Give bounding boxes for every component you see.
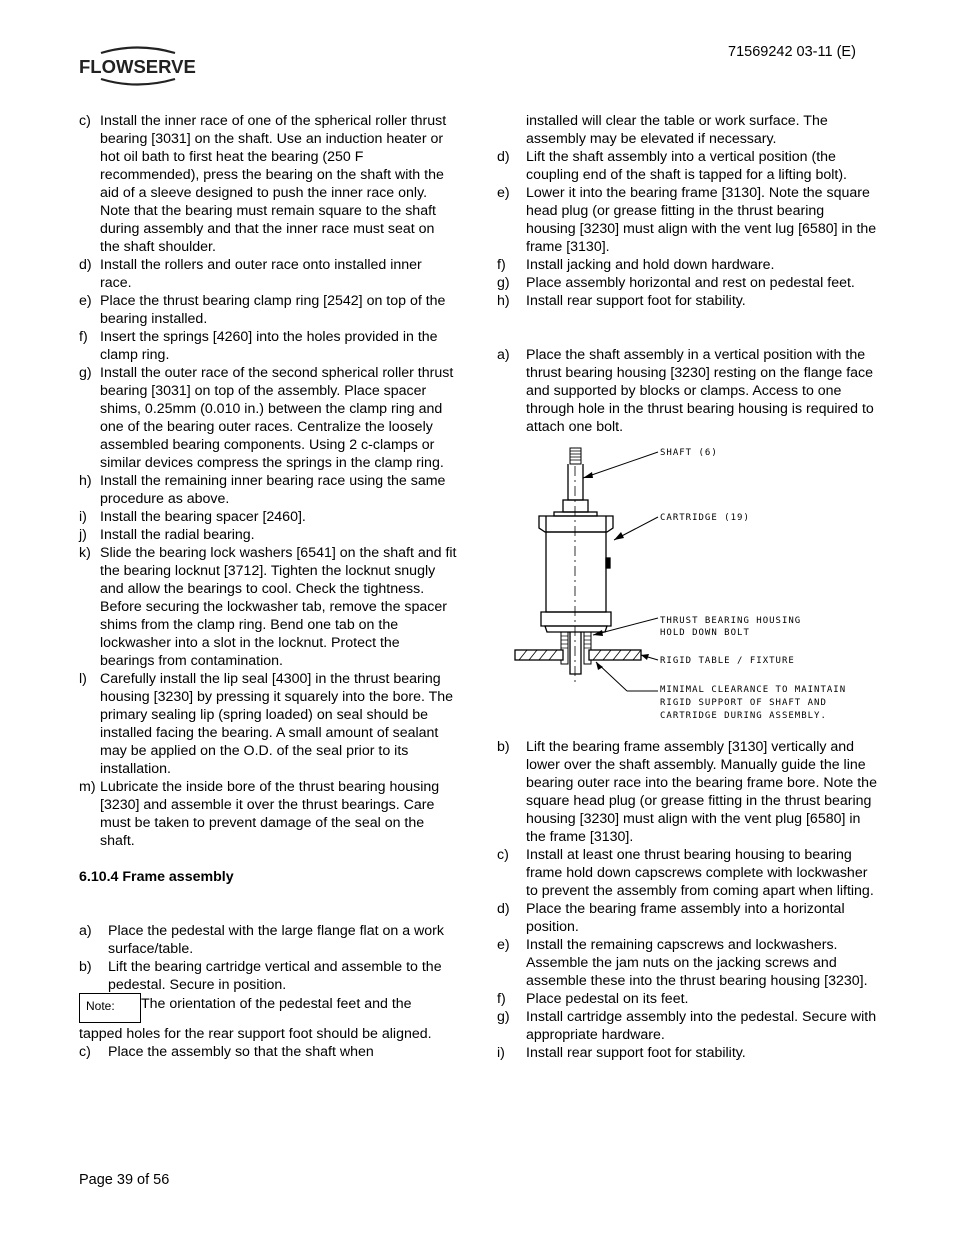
- right-column: [497, 112, 877, 1062]
- right-steps-list-2: [497, 738, 877, 1062]
- list-item: h) Install the remaining inner bearing race using the same procedure as above.: [79, 473, 446, 507]
- note-text: The orientation of the pedestal feet and the tapped holes for the rear support foot should be aligned.: [79, 996, 432, 1042]
- label-cartridge: CARTRIDGE (19): [660, 513, 750, 523]
- logo-text: FLOWSERVE: [79, 56, 196, 77]
- page-number: Page 39 of 56: [79, 1172, 170, 1188]
- label-shaft: SHAFT (6): [660, 448, 718, 458]
- list-item: c) Install the inner race of one of the spherical roller thrust bearing [3031] on the shaft. Use an induction heater or hot oil bath to first heat the bearing (250 F recommended), press the bearing on the shaft with the aid of a sleeve designed to push the inner race only. Note that the bearing must remain square to the shaft during assembly and that the inner race must seat on the shaft shoulder.: [79, 113, 447, 255]
- frame-steps-list: [79, 922, 457, 994]
- label-clearance-1: MINIMAL CLEARANCE TO MAINTAIN: [660, 685, 847, 695]
- label-clearance-3: CARTRIDGE DURING ASSEMBLY.: [660, 711, 827, 721]
- list-item: a) Place the pedestal with the large flange flat on a work surface/table.: [79, 923, 444, 957]
- list-item: b) Lift the bearing frame assembly [3130] vertically and lower over the shaft assembly. Manually guide the line bearing outer race into the bearing frame bore. Note the square head plug (or grease fitting in the thrust bearing housing [3230] must align with the vent plug [6580] in the frame [3130].: [497, 739, 877, 845]
- list-item: h) Install rear support foot for stability.: [497, 293, 746, 309]
- list-item: d) Place the bearing frame assembly into a horizontal position.: [497, 901, 845, 935]
- list-item: g) Place assembly horizontal and rest on pedestal feet.: [497, 275, 855, 291]
- list-item: d) Install the rollers and outer race onto installed inner race.: [79, 257, 422, 291]
- left-column: [79, 112, 457, 1061]
- assembly-drawing: [497, 442, 877, 738]
- note-label-box: Note:: [79, 993, 141, 1023]
- list-item: j) Install the radial bearing.: [79, 527, 255, 543]
- left-steps-list: [79, 112, 457, 850]
- list-item: k) Slide the bearing lock washers [6541] on the shaft and fit the bearing locknut [3712]. Tighten the locknut snugly and allow the bearings to cool. Check the tightness. Before securing the lockwasher tab, remove the spacer shims from the clamp ring. Bend one tab on the lockwasher into a slot in the locknut. Protect the bearings from contamination.: [79, 545, 457, 669]
- assembly-figure: [497, 442, 877, 738]
- list-item: e) Install the remaining capscrews and lockwashers. Assemble the jam nuts on the jacking screws and assemble these into the thrust bearing housing [3230].: [497, 937, 868, 989]
- right-steps-list: [497, 148, 877, 310]
- list-item: i) Install rear support foot for stability.: [497, 1045, 746, 1061]
- label-housing-1: THRUST BEARING HOUSING: [660, 616, 802, 626]
- document-number: 71569242 03-11 (E): [728, 44, 856, 60]
- label-housing-2: HOLD DOWN BOLT: [660, 628, 750, 638]
- label-table: RIGID TABLE / FIXTURE: [660, 656, 795, 666]
- list-item: b) Lift the bearing cartridge vertical and assemble to the pedestal. Secure in position.: [79, 959, 442, 993]
- list-item: f) Insert the springs [4260] into the holes provided in the clamp ring.: [79, 329, 438, 363]
- note-paragraph: [79, 995, 457, 1043]
- list-item: c) Place the assembly so that the shaft when: [79, 1044, 374, 1060]
- list-item: d) Lift the shaft assembly into a vertical position (the coupling end of the shaft is tapped for a lifting bolt).: [497, 149, 847, 183]
- continuation-text: installed will clear the table or work surface. The assembly may be elevated if necessary.: [526, 113, 828, 147]
- list-item: c) Install at least one thrust bearing housing to bearing frame hold down capscrews complete with lockwasher to prevent the assembly from coming apart when lifting.: [497, 847, 874, 899]
- list-item: e) Lower it into the bearing frame [3130]. Note the square head plug (or grease fitting in the thrust bearing housing [3230] must align with the vent lug [6580] in the frame [3130].: [497, 185, 877, 255]
- list-item: l) Carefully install the lip seal [4300] in the thrust bearing housing [3230] by pressing it squarely into the bore. The primary sealing lip (spring loaded) on seal should be installed facing the bearing. A small amount of sealant may be applied on the O.D. of the seal prior to its installation.: [79, 671, 454, 777]
- list-item: e) Place the thrust bearing clamp ring [2542] on top of the bearing installed.: [79, 293, 446, 327]
- label-clearance-2: RIGID SUPPORT OF SHAFT AND: [660, 698, 827, 708]
- list-item: m) Lubricate the inside bore of the thrust bearing housing [3230] and assemble it over the thrust bearings. Care must be taken to prevent damage of the seal on the shaft.: [79, 779, 440, 849]
- section-heading: 6.10.4 Frame assembly: [79, 869, 234, 885]
- list-item: i) Install the bearing spacer [2460].: [79, 509, 306, 525]
- list-item: f) Place pedestal on its feet.: [497, 991, 689, 1007]
- list-item: g) Install cartridge assembly into the pedestal. Secure with appropriate hardware.: [497, 1009, 877, 1043]
- list-item: f) Install jacking and hold down hardware.: [497, 257, 775, 273]
- flowserve-logo: [79, 44, 197, 86]
- list-item: a) Place the shaft assembly in a vertical position with the thrust bearing housing [3230] resting on the flange face and supported by blocks or clamps. Access to one through hole in the thrust bearing housing is required to attach one bolt.: [497, 347, 874, 435]
- list-item: g) Install the outer race of the second spherical roller thrust bearing [3031] on top of the assembly. Place spacer shims, 0.25mm (0.010 in.) between the clamp ring and one of the bearing outer races. Centralize the loosely assembled bearing components. Using 2 c-clamps or similar devices compress the springs in the clamp ring.: [79, 365, 454, 471]
